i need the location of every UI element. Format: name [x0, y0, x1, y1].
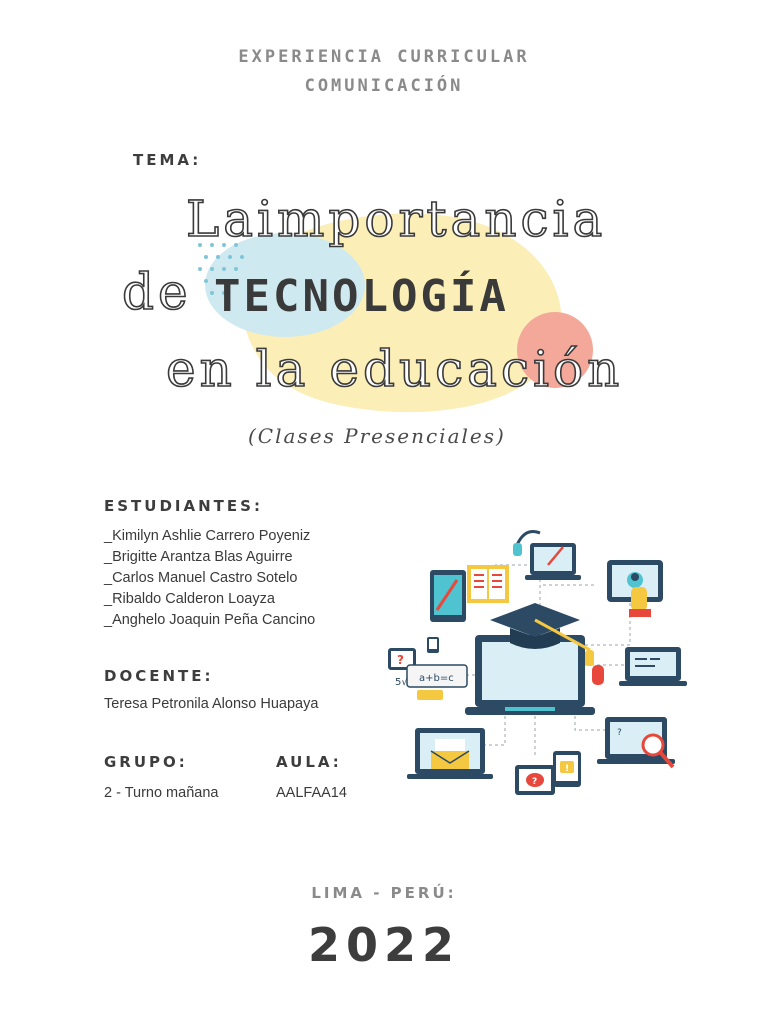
course-subject: COMUNICACIÓN: [304, 76, 464, 96]
education-technology-illustration: [385, 525, 695, 800]
svg-text:?: ?: [397, 653, 404, 667]
magnifier-monitor-icon: [597, 717, 675, 767]
aula-label: AULA:: [276, 753, 342, 771]
quiz-panel-icon: [388, 637, 467, 700]
svg-text:!: !: [565, 764, 570, 774]
docente-name: Teresa Petronila Alonso Huapaya: [104, 696, 319, 712]
student-name: _Brigitte Arantza Blas Aguirre: [104, 549, 293, 565]
aula-value: AALFAA14: [276, 785, 347, 801]
title-line-3: en la educación: [166, 340, 624, 398]
tablet-book-icon: [430, 565, 509, 622]
subtitle: (Clases Presenciales): [248, 424, 506, 448]
student-name: _Anghelo Joaquin Peña Cancino: [104, 612, 316, 628]
footer-year: 2022: [307, 918, 461, 972]
svg-text:?: ?: [532, 777, 538, 787]
grupo-label: GRUPO:: [104, 753, 188, 771]
svg-text:5√: 5√: [395, 677, 408, 688]
title-line-1: Laimportancia: [186, 190, 607, 248]
headphones-monitor-icon: [513, 532, 581, 581]
student-name: _Ribaldo Calderon Loayza: [104, 591, 275, 607]
student-name: _Kimilyn Ashlie Carrero Poyeniz: [104, 528, 311, 544]
tema-label: TEMA:: [133, 151, 202, 169]
footer-city: LIMA - PERÚ:: [311, 884, 457, 902]
email-laptop-icon: [407, 728, 493, 779]
course-title: EXPERIENCIA CURRICULAR: [238, 47, 530, 67]
grupo-value: 2 - Turno mañana: [104, 785, 219, 801]
svg-text:?: ?: [617, 728, 622, 738]
student-name: _Carlos Manuel Castro Sotelo: [104, 570, 298, 586]
chat-devices-icon: [515, 751, 581, 795]
title-line-2-prefix: de: [122, 263, 192, 321]
estudiantes-label: ESTUDIANTES:: [104, 497, 263, 515]
touchscreen-icon: [607, 560, 663, 617]
code-laptop-icon: [619, 647, 687, 686]
student-list: [104, 526, 315, 631]
docente-label: DOCENTE:: [104, 667, 214, 685]
title-line-2-bold: TECNOLOGÍA: [214, 271, 509, 322]
formula-text: a+b=c: [419, 673, 454, 684]
